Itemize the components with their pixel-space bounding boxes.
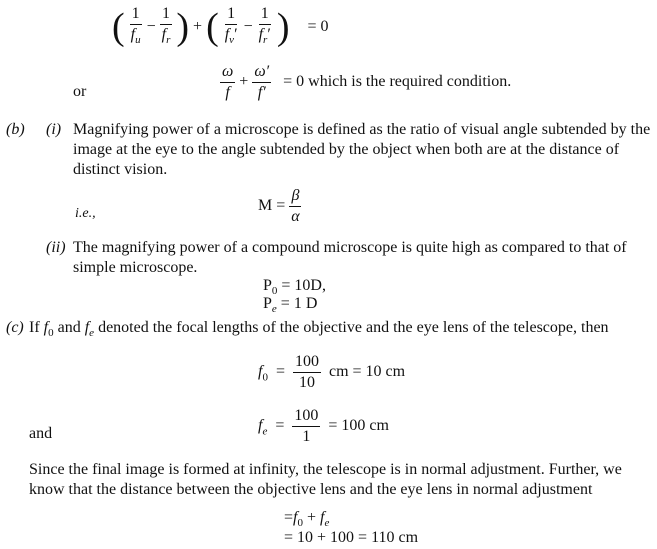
- fraction-100-over-1: $\frac{100}{1}$: [294, 407, 319, 445]
- plus-sign-omega: +: [239, 73, 249, 91]
- minus-sign-2: −: [243, 17, 253, 35]
- magnifying-power-definition: Magnifying power of a microscope is defined as the ratio of visual angle subtended by the image at the eye to the angle subtended by the object when both are at the distance of distinct vision.: [73, 121, 651, 178]
- fraction-omega-prime-over-f-prime: $\frac{\omega'}{f'}$: [254, 63, 270, 101]
- minus-sign: −: [146, 17, 156, 35]
- and-label: and: [29, 425, 53, 442]
- equation-lens-condition: [112, 4, 329, 50]
- fraction-beta-over-alpha: $\frac{\beta}{\alpha}$: [291, 187, 300, 225]
- subpart-i-label: (i): [46, 121, 62, 138]
- part-c-label: (c): [6, 319, 24, 336]
- power-eyepiece: $P_e = 1$ D: [263, 295, 318, 316]
- equals-zero: = 0: [307, 17, 329, 35]
- compound-microscope-text: The magnifying power of a compound microscope is quite high as compared to that of simple microscope.: [73, 239, 627, 276]
- M-equals: M =: [258, 197, 286, 215]
- subpart-ii-label: (ii): [46, 239, 66, 256]
- fraction-1-over-fr-prime: $\frac{1}{f_r'}$: [258, 5, 271, 47]
- paren-close-1: ): [176, 6, 190, 49]
- fraction-1-over-fr: $\frac{1}{f_r}$: [161, 5, 171, 47]
- equation-omega-condition: [220, 62, 511, 103]
- required-condition-text: = 0 which is the required condition.: [283, 73, 512, 91]
- ie-label: i.e.,: [75, 206, 96, 221]
- fraction-100-over-10: $\frac{100}{10}$: [294, 353, 319, 391]
- paren-open-1: (: [112, 6, 125, 49]
- equation-f0: $f_0$ = $\frac{100}{10}$ cm = 10 cm: [258, 353, 406, 391]
- fraction-1-over-fv-prime: $\frac{1}{f_v'}$: [224, 5, 238, 47]
- paren-open-2: (: [206, 6, 219, 49]
- fraction-1-over-fu: $\frac{1}{f_u}$: [130, 5, 141, 47]
- plus-sign: +: [193, 17, 203, 35]
- or-label: or: [73, 83, 87, 100]
- final-distance-result: = 10 + 100 = 110 cm: [284, 529, 419, 546]
- power-objective: $P_0 = 10D$,: [263, 277, 326, 298]
- fraction-omega-over-f: $\frac{\omega}{f}$: [222, 63, 234, 101]
- equation-magnification: [258, 186, 302, 227]
- part-c-intro: If $f_0$ and $f_e$ denoted the focal lengths of the objective and the eye lens of the telescope, then: [29, 319, 609, 340]
- equation-fe: $f_e$ = $\frac{100}{1}$ = 100 cm: [258, 407, 389, 445]
- normal-adjustment-paragraph: Since the final image is formed at infinity, the telescope is in normal adjustment. Further, we know that the distance between the objective lens and the eye lens in normal adjustment: [29, 461, 622, 498]
- part-b-label: (b): [6, 121, 25, 138]
- paren-close-2: ): [276, 6, 290, 49]
- sum-focal-lengths: $=f_0 + f_e$: [284, 509, 330, 530]
